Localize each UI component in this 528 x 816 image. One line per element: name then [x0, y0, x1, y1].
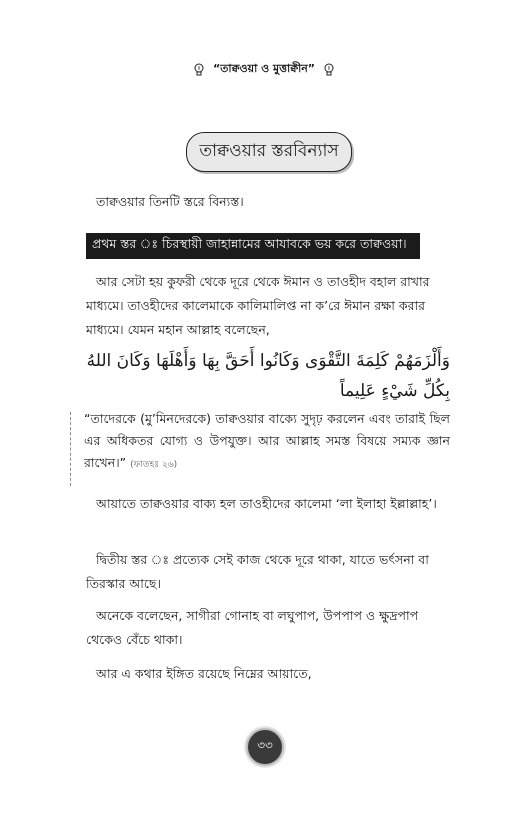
first-level-banner: প্রথম স্তর ঃ চিরস্থায়ী জাহান্নামের আযাবকে ভয় করে তাক্বওয়া। — [86, 233, 420, 259]
page-number: ৩৩ — [246, 728, 284, 766]
arabic-verse: وَأَلْزَمَهُمْ كَلِمَةَ التَّقْوَى وَكَانُوا أَحَقَّ بِهَا وَأَهْلَهَا وَكَانَ اللهُ بِكُلِّ شَيْءٍ عَلِيماً — [86, 351, 450, 401]
paragraph-3: দ্বিতীয় স্তর ঃ প্রত্যেক সেই কাজ থেকে দূরে থাকা, যাতে ভর্ৎসনা বা তিরস্কার আছে। — [86, 552, 429, 591]
paragraph-1: আর সেটা হয় কুফরী থেকে দূরে থেকে ঈমান ও তাওহীদ বহাল রাখার মাধ্যমে। তাওহীদের কালেমাকে কালিমালিপ্ত না ক’রে ঈমান রক্ষা করার মাধ্যমে। যেমন মহান আল্লাহ বলেছেন, — [86, 274, 430, 337]
intro-paragraph: তাক্বওয়ার তিনটি স্তরে বিন্যস্ত। — [96, 194, 244, 209]
lightbulb-icon — [323, 63, 335, 77]
header-title: “তাক্বওয়া ও মুত্তাক্বীন” — [212, 62, 316, 75]
quote-reference: (ফাতহঃ ২৬) — [130, 460, 178, 470]
lightbulb-icon — [193, 63, 205, 77]
verse-translation — [70, 408, 450, 476]
paragraph-4: অনেকে বলেছেন, সাগীরা গোনাহ বা লঘুপাপ, উপপাপ ও ক্ষুদ্রপাপ থেকেও বেঁচে থাকা। — [86, 608, 419, 647]
paragraph-5: আর এ কথার ইঙ্গিত রয়েছে নিম্নের আয়াতে, — [96, 666, 312, 681]
running-header — [0, 60, 528, 79]
quote-bar — [70, 412, 77, 486]
paragraph-2: আয়াতে তাক্বওয়ার বাক্য হল তাওহীদের কালেমা ‘লা ইলাহা ইল্লাল্লাহ’। — [96, 496, 437, 511]
section-title: তাক্বওয়ার স্তরবিন্যাস — [186, 132, 352, 172]
quote-text: “তাদেরকে (মু’মিনদেরকে) তাক্বওয়ার বাক্যে সুদৃঢ় করলেন এবং তারাই ছিল এর অধিকতর যোগ্য ও উপযুক্ত। আর আল্লাহ সমস্ত বিষয়ে সম্যক জ্ঞান রাখেন।” — [84, 411, 450, 470]
